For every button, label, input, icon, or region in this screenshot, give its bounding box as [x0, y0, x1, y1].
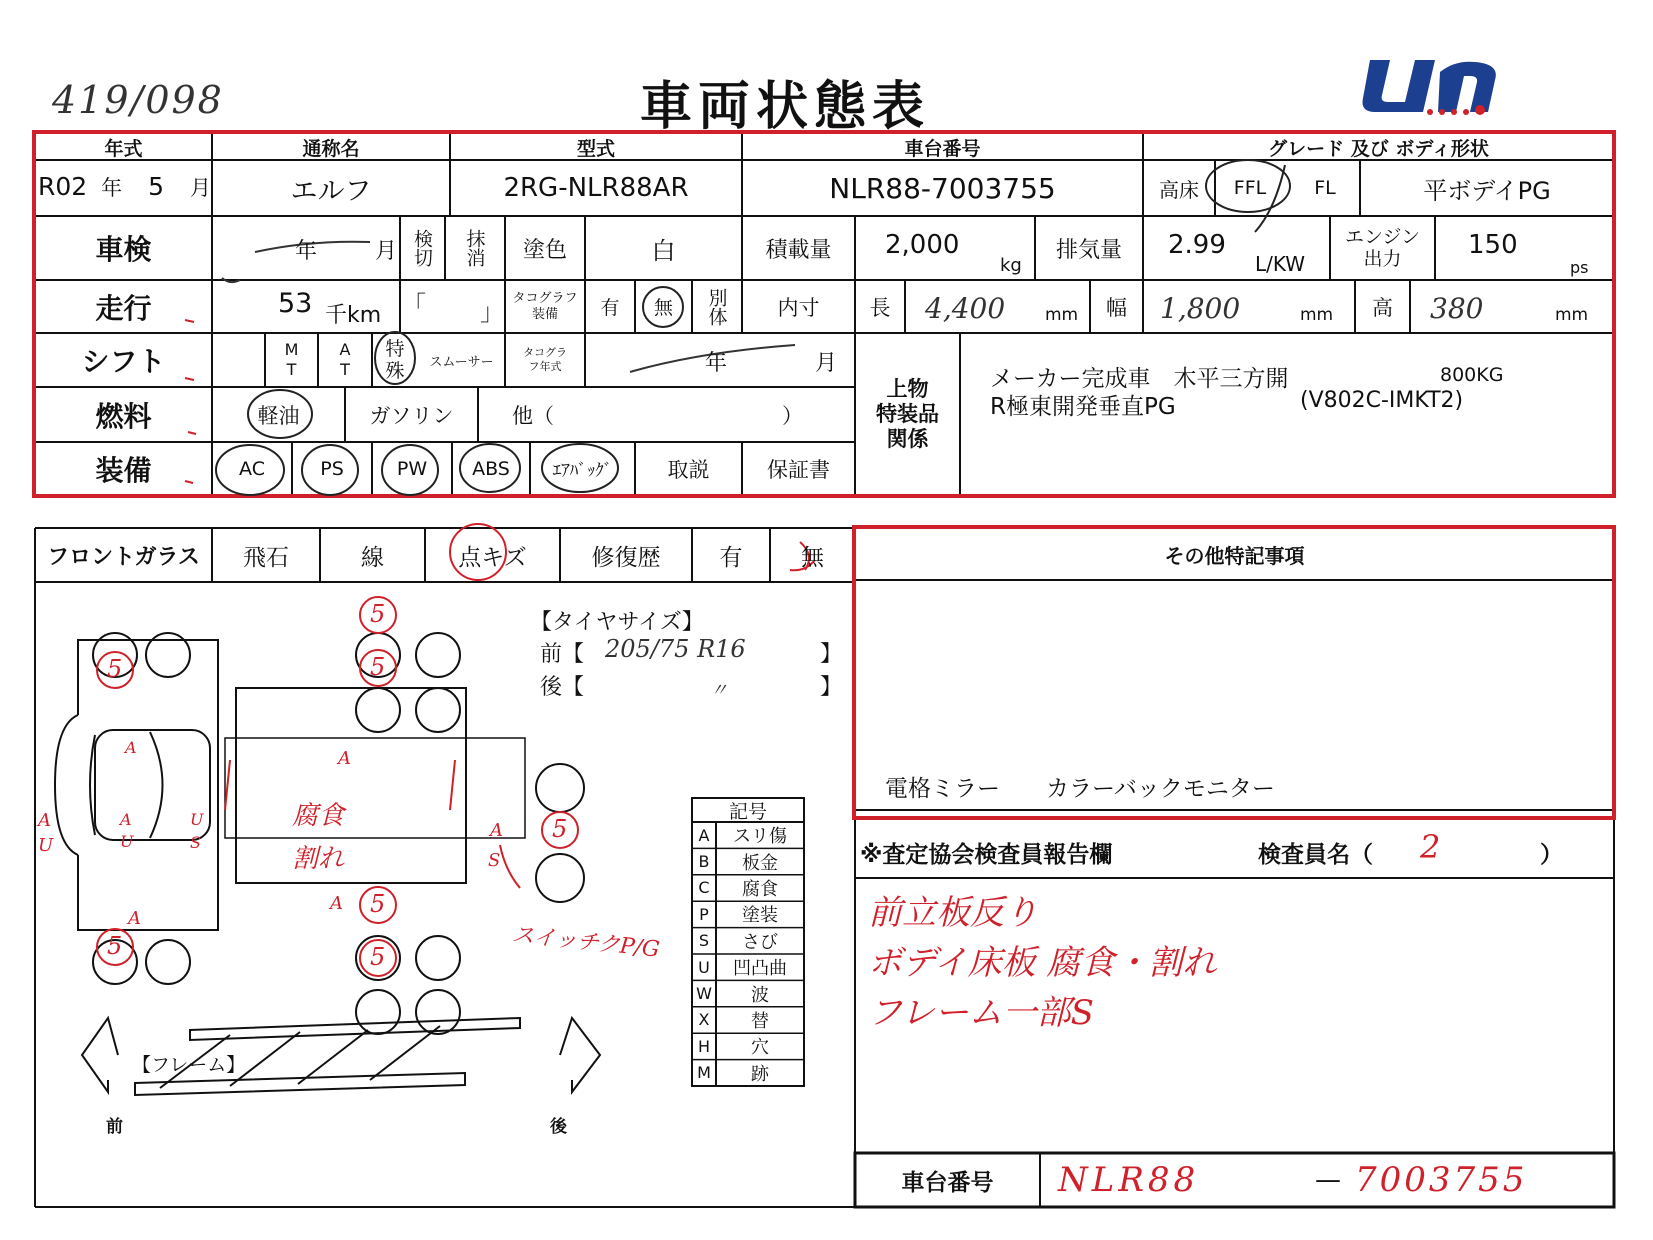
engine-label: エンジン出力	[1344, 226, 1421, 270]
tread-mark: 5	[370, 600, 386, 628]
upper-label-3: 関係	[886, 426, 929, 451]
legend-label: 腐食	[742, 878, 778, 900]
shift-tacho-month: 月	[815, 351, 838, 376]
equip-pw: PW	[396, 457, 428, 480]
tire-size-heading: 【タイヤサイズ】	[530, 610, 704, 635]
footer-chassis-prefix: NLR88	[1058, 1160, 1200, 1200]
tread-mark: 5	[370, 943, 386, 971]
model-header: 型式	[576, 137, 615, 160]
legend-label: 塗装	[742, 905, 778, 927]
upper-label	[855, 333, 960, 495]
footer-chassis-label: 車台番号	[901, 1169, 994, 1196]
tacho-label: タコグラフ装備	[512, 290, 578, 322]
month-value: 5	[148, 172, 164, 201]
tread-mark: 5	[370, 653, 386, 681]
mileage-bracket-close: 」	[480, 298, 504, 326]
width-value: 1,800	[1160, 292, 1241, 325]
grade-header: グレード 及び ボディ形状	[1268, 137, 1489, 160]
body-type: 平ボデイPG	[1423, 176, 1551, 205]
tire-front-close: 】	[820, 642, 843, 667]
equip-manual: 取説	[667, 457, 710, 482]
kengiri: 検切	[411, 229, 433, 267]
paint-value: 白	[651, 236, 676, 265]
fuel-other-close: ）	[782, 404, 803, 428]
upper-line-1-right: 800KG	[1440, 364, 1504, 386]
repair-yes: 有	[719, 544, 743, 571]
grade-ffl: FFL	[1233, 177, 1267, 199]
frame-heading: 【フレーム】	[132, 1054, 246, 1076]
upper-line-2: R極東開発垂直PG	[990, 394, 1176, 420]
repair-no: 無	[801, 544, 824, 571]
equip-ps: PS	[320, 457, 344, 480]
damage-s: S	[190, 833, 201, 852]
year-era: R02	[38, 172, 88, 201]
length-label: 長	[869, 295, 891, 320]
shift-tacho-year: 年	[705, 351, 728, 376]
inspector-heading: ※査定協会検査員報告欄	[860, 842, 1113, 868]
legend-label: さび	[742, 931, 778, 953]
shift-at	[318, 333, 372, 387]
inspector-name-value: 2	[1420, 828, 1441, 866]
legend-label: 波	[751, 984, 769, 1006]
legend-code: X	[698, 1010, 710, 1030]
shift-mt	[265, 333, 318, 387]
equip-abs: ABS	[472, 457, 510, 480]
displacement-value: 2.99	[1168, 230, 1226, 260]
document-number: 419/098	[52, 78, 224, 122]
tire-front-label: 前【	[540, 642, 585, 667]
tire-rear-label: 後【	[540, 675, 585, 700]
shift-at-2: T	[340, 360, 350, 379]
name-value: エルフ	[290, 175, 372, 207]
shift-tacho-type: タコグラフ年式	[523, 346, 567, 373]
damage-a: A	[490, 820, 503, 841]
grade-fl: FL	[1314, 177, 1336, 199]
load-unit: kg	[1000, 255, 1022, 276]
chassis-header: 車台番号	[904, 137, 981, 160]
damage-u: U	[120, 832, 134, 851]
equip-ac: AC	[239, 457, 265, 480]
displacement-label: 排気量	[1055, 237, 1122, 263]
inspector-note-3: フレーム一部S	[868, 993, 1094, 1033]
legend-code: M	[697, 1063, 711, 1083]
legend-label: 替	[751, 1010, 769, 1032]
equip-airbag: ｴｱﾊﾞｯｸﾞ	[552, 461, 613, 481]
legend-code: A	[698, 825, 710, 845]
paint-label: 塗色	[522, 237, 567, 263]
inspector-name-label: 検査員名（	[1258, 842, 1373, 868]
legend-code: B	[698, 852, 710, 872]
damage-a: A	[38, 810, 51, 831]
shift-smoother: スムーサー	[429, 354, 494, 370]
damage-a: A	[128, 908, 141, 929]
legend-label: 穴	[751, 1037, 769, 1059]
lower-section	[0, 510, 1653, 1240]
year-value	[38, 172, 211, 202]
damage-a: A	[330, 893, 343, 914]
height-label: 高	[1372, 295, 1393, 320]
fuel-label: 燃料	[95, 399, 152, 433]
grade-high-floor: 高床	[1159, 177, 1199, 202]
height-value: 380	[1430, 292, 1484, 325]
upper-line-1: メーカー完成車 木平三方開	[990, 366, 1289, 392]
damage-u: U	[38, 835, 54, 856]
displacement-unit: L/KW	[1255, 252, 1306, 276]
tacho-yes: 有	[600, 297, 620, 319]
legend-label: 凹凸曲	[733, 958, 787, 980]
legend-code: C	[698, 878, 710, 898]
legend-code: P	[699, 904, 709, 924]
inspector-note-2: ボデイ床板 腐食・割れ	[868, 943, 1217, 983]
shift-special-1: 特	[385, 338, 405, 360]
damage-crack: 割れ	[292, 844, 345, 874]
load-label: 積載量	[765, 237, 832, 263]
inspector-note-1: 前立板反り	[868, 893, 1038, 933]
width-label: 幅	[1106, 295, 1127, 320]
mileage-label: 走行	[95, 291, 152, 325]
model-value: 2RG-NLR88AR	[503, 173, 689, 203]
windshield-label: フロントガラス	[47, 544, 200, 570]
upper-label-2: 特装品	[876, 401, 939, 426]
shift-mt-2: T	[286, 360, 297, 379]
footer-chassis-dash: —	[1315, 1165, 1341, 1195]
equip-warranty: 保証書	[767, 457, 830, 482]
month-unit: 月	[189, 176, 211, 200]
windshield-spot: 点キズ	[458, 544, 527, 571]
tacho-separate: 別体	[705, 287, 728, 326]
mileage-value: 53	[278, 288, 313, 319]
tread-mark: 5	[370, 890, 386, 918]
windshield-chip: 飛石	[243, 544, 289, 571]
legend-label: スリ傷	[733, 826, 787, 848]
tread-mark: 5	[552, 815, 568, 843]
shift-mt-1: M	[284, 340, 299, 359]
fuel-gasoline: ガソリン	[369, 403, 454, 428]
chassis-value: NLR88-7003755	[829, 171, 1056, 205]
year-unit: 年	[101, 176, 123, 200]
mileage-bracket-open: 「	[402, 291, 426, 319]
inner-dims-label: 内寸	[777, 295, 820, 320]
shaken-month: 月	[375, 239, 398, 264]
fuel-other: 他（	[512, 404, 554, 428]
legend-title: 記号	[728, 800, 767, 823]
load-value: 2,000	[885, 230, 960, 260]
tread-mark: 5	[107, 655, 123, 683]
repair-history-label: 修復歴	[591, 544, 661, 571]
shift-special-2: 殊	[385, 360, 405, 382]
upper-line-2-right: (V802C-IMKT2)	[1300, 388, 1464, 413]
massho: 抹消	[463, 229, 486, 267]
width-unit: mm	[1300, 305, 1334, 325]
page-title: 車両状態表	[640, 77, 931, 137]
year-header: 年式	[104, 137, 143, 160]
notes-text: 電格ミラー カラーバックモニター	[885, 776, 1275, 802]
upper-label-1: 上物	[886, 376, 929, 401]
frame-front-label: 前	[106, 1117, 123, 1137]
engine-unit: ps	[1570, 258, 1589, 277]
name-header: 通称名	[302, 137, 360, 160]
legend-code: U	[698, 957, 710, 977]
engine-value: 150	[1468, 230, 1518, 260]
shaken-label: 車検	[95, 233, 152, 266]
damage-u: U	[190, 810, 204, 829]
tire-rear-close: 】	[820, 675, 843, 700]
tread-mark: 5	[107, 932, 123, 960]
notes-heading: その他特記事項	[1164, 543, 1305, 568]
windshield-line: 線	[361, 544, 384, 571]
mileage-unit: 千km	[325, 303, 382, 328]
frame-rear-label: 後	[550, 1117, 567, 1137]
damage-switch-pg: スイッチクP/G	[510, 922, 661, 963]
legend-label: 跡	[751, 1063, 769, 1085]
damage-a: A	[125, 738, 137, 757]
shaken-year: 年	[295, 239, 318, 264]
shift-label: シフト	[81, 345, 166, 378]
tacho-no: 無	[653, 297, 673, 319]
legend-code: W	[696, 984, 712, 1004]
damage-corrosion: 腐食	[292, 801, 345, 831]
damage-a: A	[338, 748, 351, 769]
damage-s: S	[488, 850, 501, 871]
inspector-name-close: ）	[1540, 842, 1563, 868]
legend-label: 板金	[742, 852, 778, 874]
footer-chassis-number: 7003755	[1355, 1160, 1528, 1200]
legend-code: S	[698, 931, 710, 951]
tire-rear-value: 〃	[710, 680, 728, 701]
equipment-label: 装備	[95, 453, 152, 487]
damage-a: A	[120, 810, 132, 829]
length-value: 4,400	[925, 292, 1006, 325]
shift-special	[372, 333, 418, 387]
tire-front-value: 205/75 R16	[605, 635, 746, 663]
legend-code: H	[697, 1036, 711, 1056]
shift-at-1: A	[339, 340, 351, 359]
length-unit: mm	[1045, 305, 1079, 325]
fuel-diesel: 軽油	[257, 403, 300, 428]
height-unit: mm	[1555, 305, 1589, 325]
